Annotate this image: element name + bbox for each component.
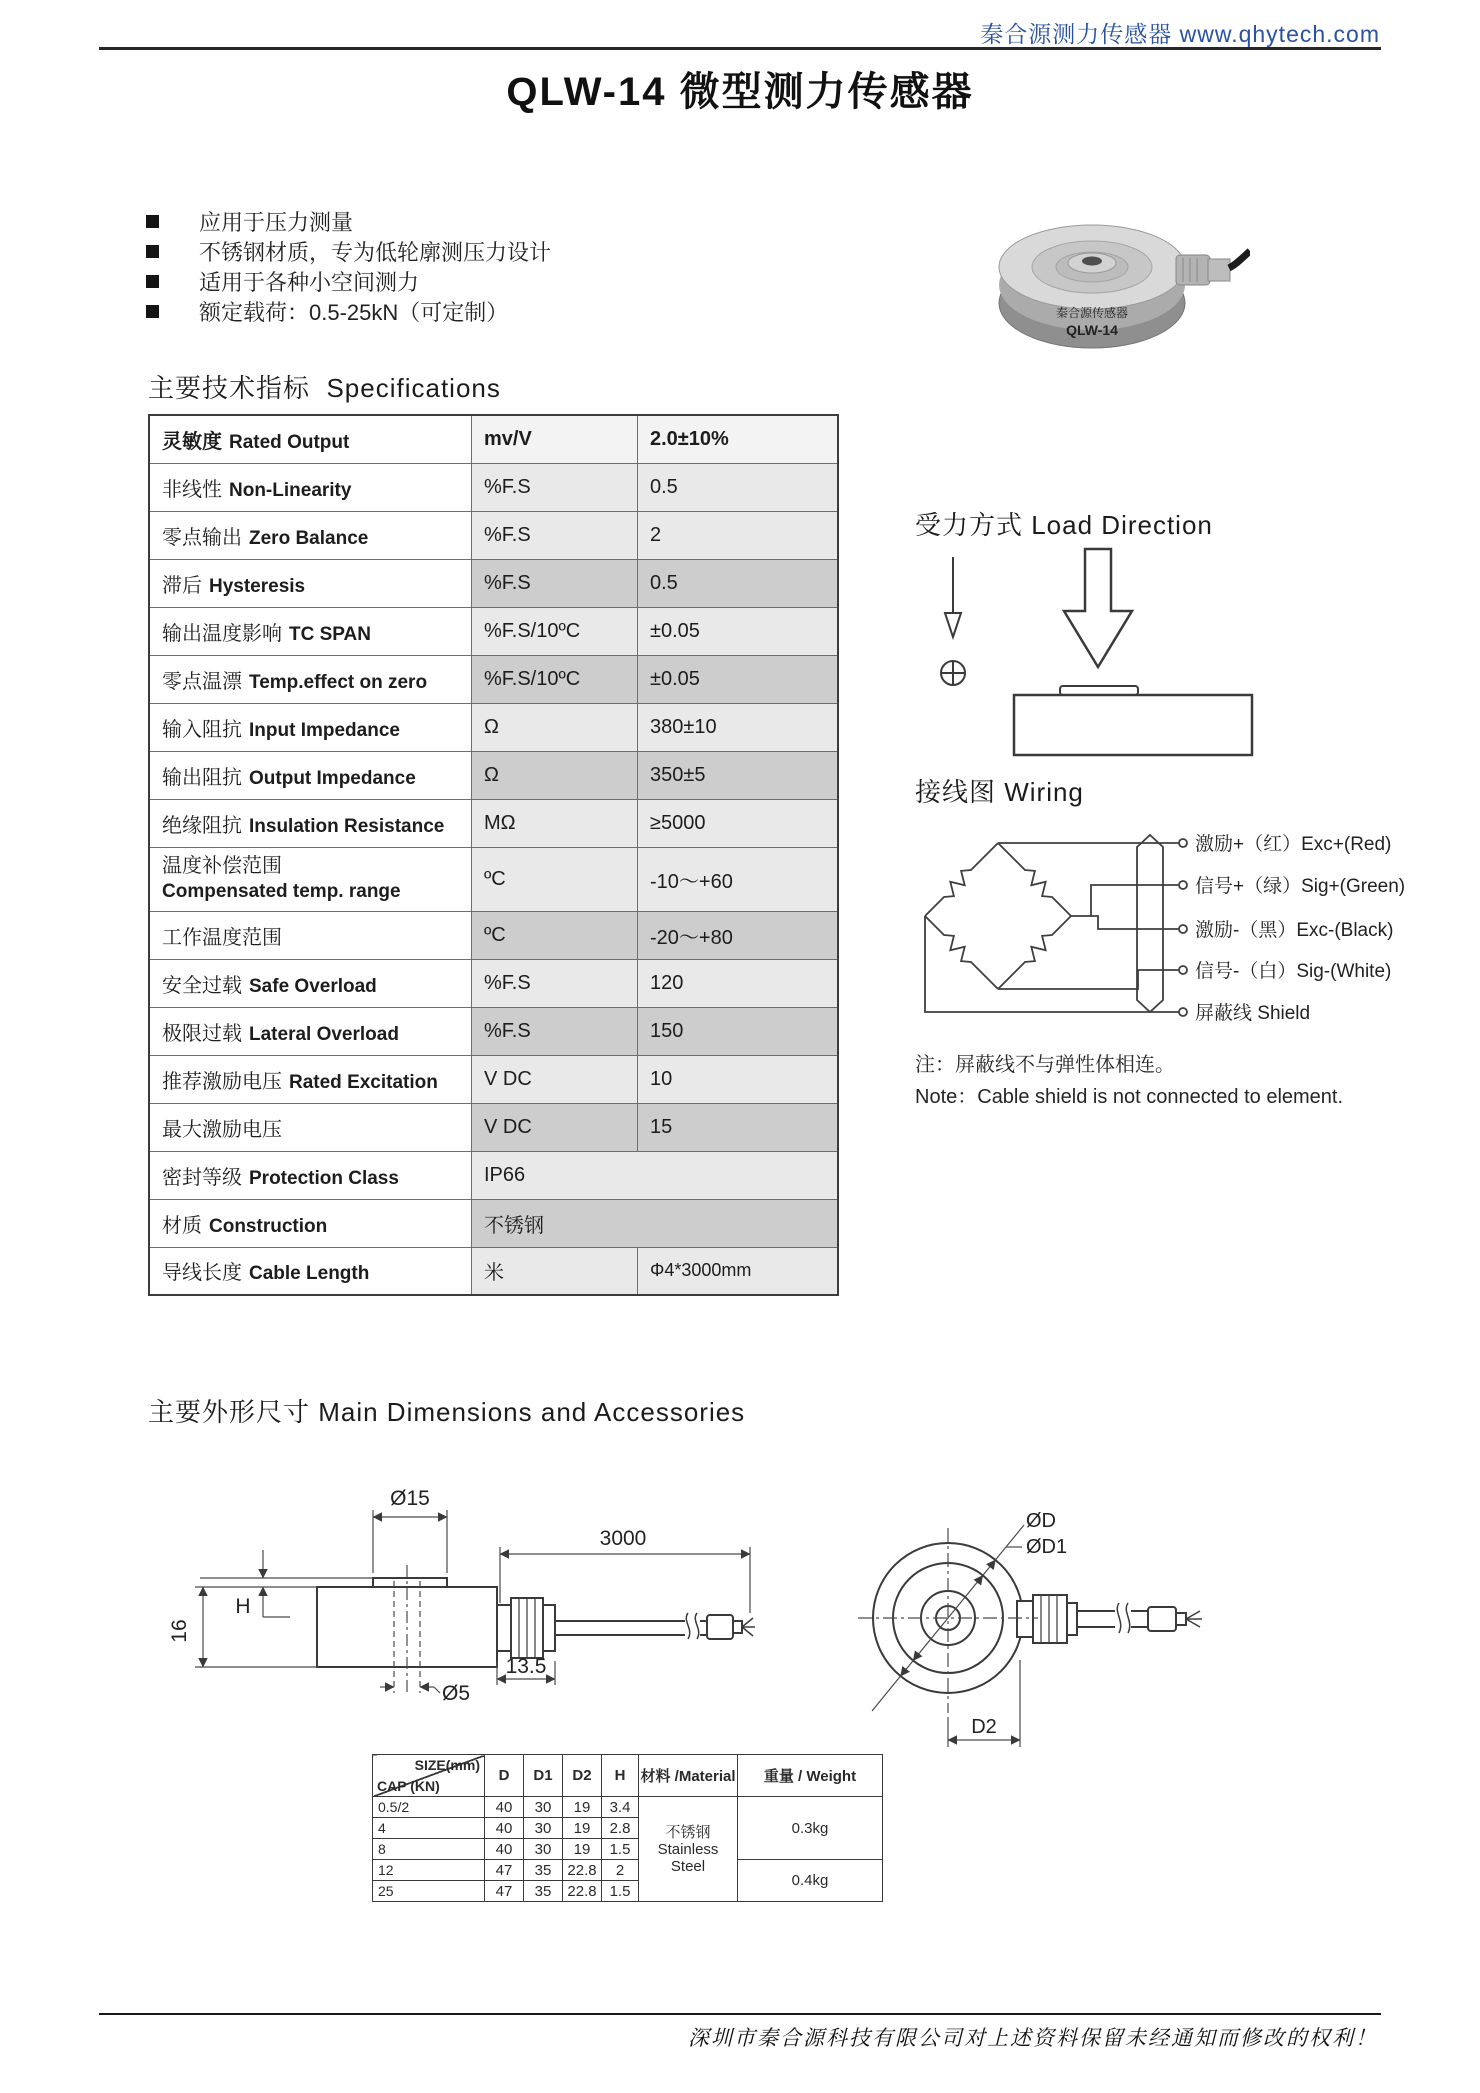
- spec-row: 密封等级 Protection Class IP66: [149, 1151, 838, 1199]
- break-mark: [1126, 1603, 1129, 1633]
- square-bullet-icon: [146, 245, 159, 258]
- square-bullet-icon: [146, 215, 159, 228]
- wire-label: 信号-（白）Sig-(White): [1195, 961, 1392, 982]
- sensor-body-side: [1014, 695, 1252, 755]
- break-mark: [1117, 1603, 1120, 1633]
- dim-label: 16: [168, 1619, 191, 1643]
- cable: [1229, 251, 1250, 268]
- wire-label: 激励-（黑）Exc-(Black): [1195, 920, 1394, 941]
- spec-row: 非线性 Non-Linearity %F.S 0.5: [149, 463, 838, 511]
- spec-name-cn: 灵敏度: [162, 430, 222, 453]
- dim-label: Ø5: [442, 1682, 471, 1705]
- material-cell: 不锈钢 Stainless Steel: [639, 1797, 738, 1902]
- dim-row: 25 47 35 22.8 1.5: [373, 1881, 883, 1902]
- square-bullet-icon: [146, 275, 159, 288]
- square-bullet-icon: [146, 305, 159, 318]
- gland-step: [543, 1605, 555, 1651]
- spec-merged-value: IP66: [472, 1151, 839, 1199]
- terminal-dots: [1179, 839, 1187, 1016]
- wiring-note-cn: 注：屏蔽线不与弹性体相连。: [915, 1054, 1175, 1076]
- feature-item: [146, 236, 551, 266]
- dim-row: 12 47 35 22.8 2 0.4kg: [373, 1860, 883, 1881]
- dim-label: Ø15: [390, 1487, 430, 1510]
- brand-text: 秦合源测力传感器 www.qhytech.com: [980, 21, 1380, 47]
- dim-label: 3000: [599, 1527, 647, 1550]
- gland-step: [1067, 1603, 1077, 1635]
- spec-row: 滞后 Hysteresis %F.S 0.5: [149, 559, 838, 607]
- spec-value: 2.0±10%: [638, 415, 839, 463]
- spec-row: 零点输出 Zero Balance %F.S 2: [149, 511, 838, 559]
- dim-label: 13.5: [505, 1655, 547, 1678]
- engraved-model: QLW-14: [1066, 322, 1118, 338]
- spec-row: 零点温漂 Temp.effect on zero %F.S/10ºC ±0.05: [149, 655, 838, 703]
- ferrule-tip: [1176, 1613, 1186, 1625]
- material-header: 材料 /Material: [639, 1755, 738, 1797]
- spec-name-en: Rated Output: [229, 431, 350, 453]
- spec-row: 输出阻抗 Output Impedance Ω 350±5: [149, 751, 838, 799]
- col-header: D1: [524, 1755, 563, 1797]
- dim-label: D2: [971, 1716, 997, 1738]
- wire-label: 激励+（红）Exc+(Red): [1195, 834, 1392, 855]
- wire-label: 信号+（绿）Sig+(Green): [1195, 876, 1406, 897]
- big-force-arrow: [1064, 549, 1132, 667]
- wire-labels: [1195, 833, 1405, 1024]
- wire-label: 屏蔽线 Shield: [1195, 1003, 1311, 1024]
- wiring-diagram: [900, 812, 1470, 1087]
- page-title: QLW-14 微型测力传感器: [506, 70, 974, 114]
- spec-row: [149, 415, 838, 463]
- gland-collar: [1017, 1601, 1033, 1637]
- spec-row: 最大激励电压 V DC 15: [149, 1103, 838, 1151]
- footer-divider: [99, 2013, 1381, 2015]
- feature-item: [146, 296, 551, 326]
- dim-row: 0.5/2 40 30 19 3.4 不锈钢 Stainless Steel 0.3kg: [373, 1797, 883, 1818]
- dimension-table: [372, 1754, 883, 1902]
- spec-row: 导线长度 Cable Length 米 Φ4*3000mm: [149, 1247, 838, 1295]
- feature-text: 不锈钢材质，专为低轮廓测压力设计: [199, 239, 552, 265]
- break-mark: [686, 1613, 689, 1639]
- cap-outline: [373, 1578, 447, 1587]
- footer-disclaimer: 深圳市秦合源科技有限公司对上述资料保留未经通知而修改的权利！: [688, 2026, 1378, 2050]
- weight-header: 重量 / Weight: [738, 1755, 883, 1797]
- dim-label: ØD1: [1026, 1536, 1068, 1558]
- spec-row: 安全过载 Safe Overload %F.S 120: [149, 959, 838, 1007]
- wiring-heading: 接线图 Wiring: [915, 777, 1084, 807]
- spec-row: 温度补偿范围 Compensated temp. range ºC -10～+60: [149, 847, 838, 911]
- dim-header-row: [373, 1755, 883, 1797]
- spec-row: 工作温度范围 ºC -20～+80: [149, 911, 838, 959]
- feature-text: 应用于压力测量: [199, 209, 354, 235]
- spec-unit: mv/V: [472, 415, 638, 463]
- diagonal-header-cell: [373, 1755, 485, 1797]
- col-header: D2: [563, 1755, 602, 1797]
- dim-row: 4 40 30 19 2.8: [373, 1818, 883, 1839]
- feature-item: [146, 266, 551, 296]
- dim-label: ØD: [1026, 1510, 1056, 1532]
- engraved-brand: 秦合源传感器: [1055, 306, 1129, 320]
- dim-row: 8 40 30 19 1.5: [373, 1839, 883, 1860]
- feature-list: [146, 206, 551, 326]
- side-view: [317, 1578, 755, 1667]
- spec-row: 绝缘阻抗 Insulation Resistance MΩ ≥5000: [149, 799, 838, 847]
- specs-heading: 主要技术指标 Specifications: [148, 373, 501, 403]
- cable-sheath: [1137, 835, 1163, 1012]
- col-header: D: [485, 1755, 524, 1797]
- product-photo: [980, 215, 1250, 360]
- header-divider: [99, 47, 1381, 50]
- col-header: H: [602, 1755, 639, 1797]
- specs-table: [148, 414, 839, 1296]
- dim-label: H: [235, 1595, 251, 1618]
- spec-row: 极限过载 Lateral Overload %F.S 150: [149, 1007, 838, 1055]
- ferrule: [707, 1615, 733, 1639]
- spec-row: 材质 Construction 不锈钢: [149, 1199, 838, 1247]
- load-direction-heading: 受力方式 Load Direction: [915, 510, 1213, 540]
- ferrule-tip: [733, 1621, 742, 1633]
- spec-row: 输入阻抗 Input Impedance Ω 380±10: [149, 703, 838, 751]
- dimensions-heading: 主要外形尺寸 Main Dimensions and Accessories: [148, 1397, 746, 1427]
- feature-text: 额定载荷：0.5-25kN（可定制）: [199, 299, 509, 325]
- weight-cell: 0.3kg: [738, 1797, 883, 1860]
- ferrule: [1148, 1607, 1176, 1631]
- feature-text: 适用于各种小空间测力: [199, 269, 420, 295]
- break-mark: [695, 1613, 698, 1639]
- corner-size-label: SIZE(mm): [414, 1757, 480, 1773]
- bridge-wires: [925, 843, 1179, 1012]
- front-view-dims: [858, 1525, 1038, 1747]
- cable-gland: [1176, 255, 1210, 285]
- wheatstone-bridge: [925, 843, 1071, 989]
- gland-body: [1033, 1595, 1067, 1643]
- spec-row: 输出温度影响 TC SPAN %F.S/10ºC ±0.05: [149, 607, 838, 655]
- gland-collar: [497, 1605, 511, 1651]
- load-direction-diagram: [898, 545, 1268, 760]
- loading-cap: [1060, 686, 1138, 695]
- dimension-drawings: [140, 1455, 1400, 1765]
- wiring-note-en: Note：Cable shield is not connected to element.: [915, 1086, 1344, 1108]
- corner-cap-label: CAP (KN): [377, 1778, 440, 1794]
- feature-item: [146, 206, 551, 236]
- spec-row: 推荐激励电压 Rated Excitation V DC 10: [149, 1055, 838, 1103]
- weight-cell: 0.4kg: [738, 1860, 883, 1902]
- spec-merged-value: 不锈钢: [472, 1199, 839, 1247]
